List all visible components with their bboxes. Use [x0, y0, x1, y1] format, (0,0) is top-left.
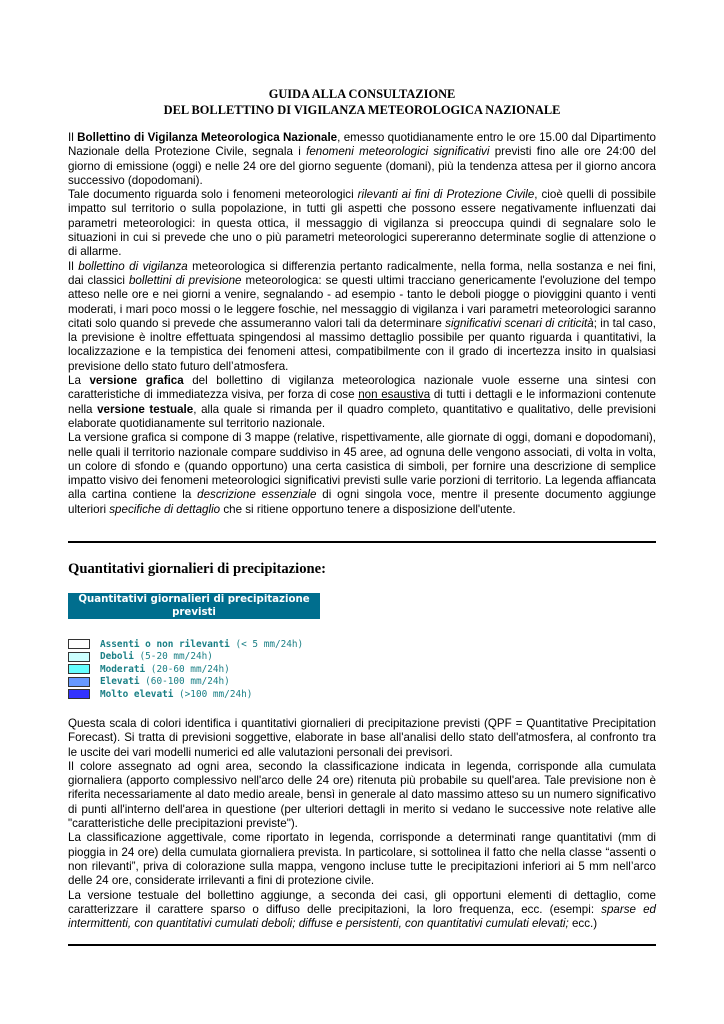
legend-swatch: [68, 639, 90, 649]
legend-label: Assenti o non rilevanti (< 5 mm/24h): [100, 638, 304, 650]
intro-paragraph-5: La versione grafica si compone di 3 mappe (relative, rispettivamente, alle giornate di oggi, domani e dopodomani), nelle quali il territorio nazionale compare suddiviso in 45 aree, ad ognuna delle vengono associati, di volta in volta, un colore di sfondo e (quando opportuno) una certa casistica di simboli, per fornire una descrizione di semplice impatto visivo dei fenomeni meteorologici significativi previsti sulle varie porzioni di territorio. La legenda affiancata alla cartina contiene la descrizione essenziale di ogni singola voce, mentre il presente documento aggiunge ulteriori specifiche di dettaglio che si ritiene opportuno tenere a disposizione dell'utente.: [68, 431, 656, 516]
legend-label: Molto elevati (>100 mm/24h): [100, 688, 253, 700]
legend-label: Deboli (5-20 mm/24h): [100, 651, 213, 663]
qpf-section: [68, 717, 656, 931]
bottom-divider: [68, 944, 656, 946]
legend-label: Moderati (20-60 mm/24h): [100, 663, 230, 675]
intro-paragraph-1: Il Bollettino di Vigilanza Meteorologica Nazionale, emesso quotidianamente entro le ore 15.00 dal Dipartimento Nazionale della Protezione Civile, segnala i fenomeni meteorologici significativi previsti fino alle ore 24:00 del giorno di emissione (oggi) e nelle 24 ore del giorno seguente (domani), più la tendenza attesa per il giorno ancora successivo (dopodomani).: [68, 131, 656, 187]
qpf-paragraph-2: Il colore assegnato ad ogni area, secondo la classificazione indicata in legenda, corrisponde alla cumulata giornaliera (apporto complessivo nell'arco delle 24 ore) ritenuta più probabile su quell'area. Tale previsione non è riferita necessariamente al dato medio areale, bensì in generale al dato massimo atteso su un numero significativo di punti all'interno dell'area in questione (per ulteriori dettagli in merito si vedano le successive note relative alle "caratteristiche delle precipitazioni previste").: [68, 759, 656, 831]
legend-swatch: [68, 689, 90, 699]
intro-paragraph-3: Il bollettino di vigilanza meteorologica si differenzia pertanto radicalmente, nella forma, nella sostanza e nei fini, dai classici bollettini di previsione meteorologica: se questi ultimi tracciano genericamente l'evoluzione del tempo atteso nelle ore e nei giorni a venire, segnalando - ad esempio - tanto le deboli piogge o pioviggini quanto i venti moderati, i mari poco mossi o le leggere foschie, nel messaggio di vigilanza i vari parametri meteorologici saranno citati solo quando si prevede che assumeranno valori tali da determinare significativi scenari di criticità; in tal caso, la previsione è inoltre effettuata spingendosi al massimo dettaglio possibile per quanto riguarda i quantitativi, la localizzazione e la tempistica dei fenomeni attesi, compatibilmente con il grado di incertezza insito in qualsiasi previsione dello stato futuro dell’atmosfera.: [68, 259, 656, 373]
intro-section: [68, 131, 656, 517]
title-line-2: DEL BOLLETTINO DI VIGILANZA METEOROLOGICA NAZIONALE: [163, 103, 561, 117]
legend-label: Elevati (60-100 mm/24h): [100, 676, 230, 688]
legend-row: [68, 688, 303, 701]
document-title: [68, 86, 656, 118]
title-line-1: GUIDA ALLA CONSULTAZIONE: [268, 87, 456, 101]
section-divider: [68, 541, 656, 543]
qpf-paragraph-3: La classificazione aggettivale, come riportato in legenda, corrisponde a determinati range quantitativi (mm di pioggia in 24 ore) della cumulata giornaliera prevista. In particolare, si sottolinea il fatto che nella classe “assenti o non rilevanti”, priva di colorazione sulla mappa, vengono incluse tutte le precipitazioni inferiori ai 5 mm nell’arco delle 24 ore, considerate irrilevanti a fini di protezione civile.: [68, 831, 656, 888]
legend-row: [68, 663, 303, 676]
intro-paragraph-4: La versione grafica del bollettino di vigilanza meteorologica nazionale vuole esserne una sintesi con caratteristiche di immediatezza visiva, per forza di cose non esaustiva di tutti i dettagli e le informazioni contenute nella versione testuale, alla quale si rimanda per il quadro completo, quantitativo e qualitativo, delle previsioni elaborate quotidianamente sul territorio nazionale.: [68, 374, 656, 430]
precipitation-legend: [68, 638, 303, 701]
legend-row: [68, 638, 303, 651]
qpf-paragraph-1: Questa scala di colori identifica i quantitativi giornalieri di precipitazione previsti (QPF = Quantitative Precipitation Forecast). Si tratta di previsioni soggettive, elaborate in base all'analisi dello stato dell'atmosfera, al confronto tra le uscite dei vari modelli numerici ed alle valutazioni personali dei previsori.: [68, 717, 656, 759]
legend-swatch: [68, 664, 90, 674]
legend-swatch: [68, 652, 90, 662]
legend-swatch: [68, 677, 90, 687]
legend-banner: Quantitativi giornalieri di precipitazione previsti: [68, 593, 320, 619]
legend-row: [68, 676, 303, 689]
intro-paragraph-2: Tale documento riguarda solo i fenomeni meteorologici rilevanti ai fini di Protezione Civile, cioè quelli di possibile impatto sul territorio o sulla popolazione, in tutti gli aspetti che possono essere negativamente influenzati dai parametri meteorologici: in questa ottica, il messaggio di vigilanza si preoccupa quindi di segnalare solo le situazioni in cui si prevede che uno o più parametri meteorologici supereranno determinate soglie di attenzione o di allarme.: [68, 188, 656, 259]
legend-row: [68, 651, 303, 664]
qpf-paragraph-4: La versione testuale del bollettino aggiunge, a seconda dei casi, gli opportuni elementi di dettaglio, come caratterizzare il carattere sparso o diffuso delle precipitazioni, la loro frequenza, ecc. (esempi: sparse ed intermittenti, con quantitativi cumulati deboli; diffuse e persistenti, con quantitativi cumulati elevati; ecc.): [68, 888, 656, 931]
section-heading: Quantitativi giornalieri di precipitazione:: [68, 561, 326, 577]
